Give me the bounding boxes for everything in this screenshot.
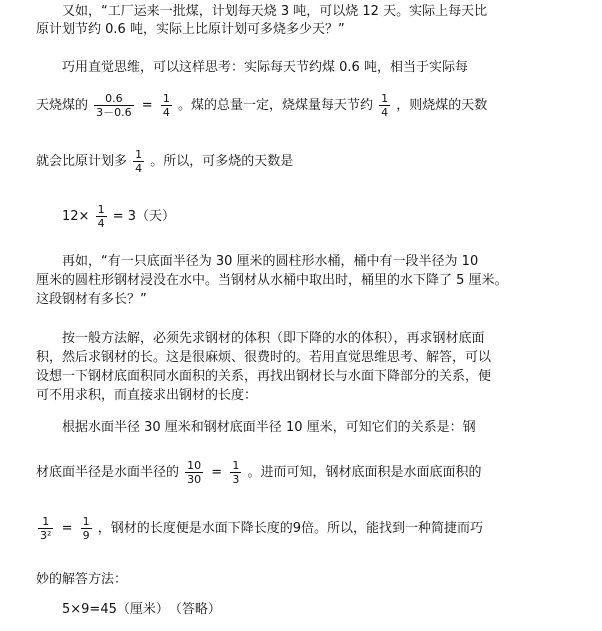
p1-line-1: 又如，“工厂运来一批煤，计划每天烧 3 吨，可以烧 12 天。实际上每天比 (62, 4, 488, 19)
p2-line-2-post: ，则烧煤的天数 (396, 98, 488, 113)
p3-line-2: 厘米的圆柱形钢材浸没在水中。当钢材从水桶中取出时，桶里的水下降了 5 厘米。 (36, 273, 508, 288)
fraction-numerator: 0.6 (94, 92, 134, 106)
p2-line-2-pre: 天烧煤的 (36, 98, 89, 113)
fraction-one-quarter (96, 203, 107, 230)
fraction-numerator: 1 (381, 92, 389, 105)
p4-line-1: 按一般方法解，必须先求钢材的体积（即下降的水的体积），再求钢材底面 (62, 331, 485, 346)
calc-pre: 12× (62, 209, 90, 224)
fraction-numerator: 1 (232, 459, 240, 472)
p5-line-3-post: ，钢材的长度便是水面下降长度的9倍。所以，能找到一种简捷而巧 (97, 521, 484, 536)
fraction-numerator: 1 (82, 515, 90, 528)
fraction-one-third (230, 459, 241, 486)
fraction-numerator: 1 (97, 203, 105, 216)
p4-line-2: 积，然后求钢材的长。这是很麻烦、很费时的。若用直觉思维思考、解答，可以 (36, 350, 492, 365)
p5-line-4: 妙的解答方法： (36, 572, 128, 587)
fraction-numerator: 10 (187, 459, 202, 472)
equals-sign: = (211, 464, 223, 480)
p4-line-3: 设想一下钢材底面积同水面积的关系，再找出钢材长与水面下降部分的关系，便 (36, 369, 492, 384)
fraction-one-quarter (133, 148, 144, 175)
fraction-denominator: 9 (82, 529, 90, 542)
fraction-10-over-30 (185, 459, 203, 486)
p2-line-3-post: 。所以，可多烧的天数是 (150, 154, 294, 169)
fraction-0.6-over-2.4 (94, 92, 134, 119)
fraction-denominator: 4 (135, 162, 143, 175)
fraction-numerator: 1 (135, 148, 143, 161)
p5-line-2-post: 。进而可知，钢材底面积是水面底面积的 (247, 465, 482, 480)
fraction-one-ninth (81, 515, 92, 542)
p2-calculation (62, 203, 175, 230)
fraction-numerator: 1 (38, 515, 53, 529)
fraction-numerator: 1 (162, 92, 170, 105)
p3-line-1: 再如，“有一只底面半径为 30 厘米的圆柱形水桶，桶中有一段半径为 10 (62, 254, 479, 269)
p2-line-3-pre: 就会比原计划多 (36, 154, 128, 169)
p2-line-2 (36, 92, 487, 119)
p5-line-1: 根据水面半径 30 厘米和钢材底面半径 10 厘米，可知它们的关系是：钢 (62, 420, 476, 435)
calc-post: = 3（天） (112, 209, 176, 224)
p1-line-2: 原计划节约 0.6 吨，实际上比原计划可多烧多少天？” (36, 22, 345, 37)
fraction-denominator: 4 (162, 106, 170, 119)
fraction-denominator: 30 (187, 473, 202, 486)
p3-line-3: 这段钢材有多长？” (36, 292, 147, 307)
fraction-denominator: 4 (97, 217, 105, 230)
p2-line-3 (36, 148, 293, 175)
fraction-denominator: 4 (381, 106, 389, 119)
p5-line-3 (36, 515, 483, 542)
p5-line-2-pre: 材底面半径是水面半径的 (36, 465, 180, 480)
fraction-one-quarter (161, 92, 172, 119)
p2-line-1: 巧用直觉思维，可以这样思考：实际每天节约煤 0.6 吨，相当于实际每 (62, 60, 468, 75)
fraction-denominator: 3－0.6 (96, 106, 132, 119)
equals-sign: = (141, 97, 153, 113)
equals-sign: = (61, 520, 73, 536)
answer-line: 5×9=45（厘米） （答略） (62, 602, 221, 617)
p4-line-4: 可不用求积，而直接求出钢材的长度： (36, 388, 258, 403)
fraction-1-over-3-squared (38, 515, 53, 542)
fraction-one-quarter (379, 92, 390, 119)
fraction-denominator: 3² (40, 529, 52, 542)
p2-line-2-mid: 。煤的总量一定，烧煤量每天节约 (177, 98, 373, 113)
p5-line-2 (36, 459, 482, 486)
fraction-denominator: 3 (232, 473, 240, 486)
